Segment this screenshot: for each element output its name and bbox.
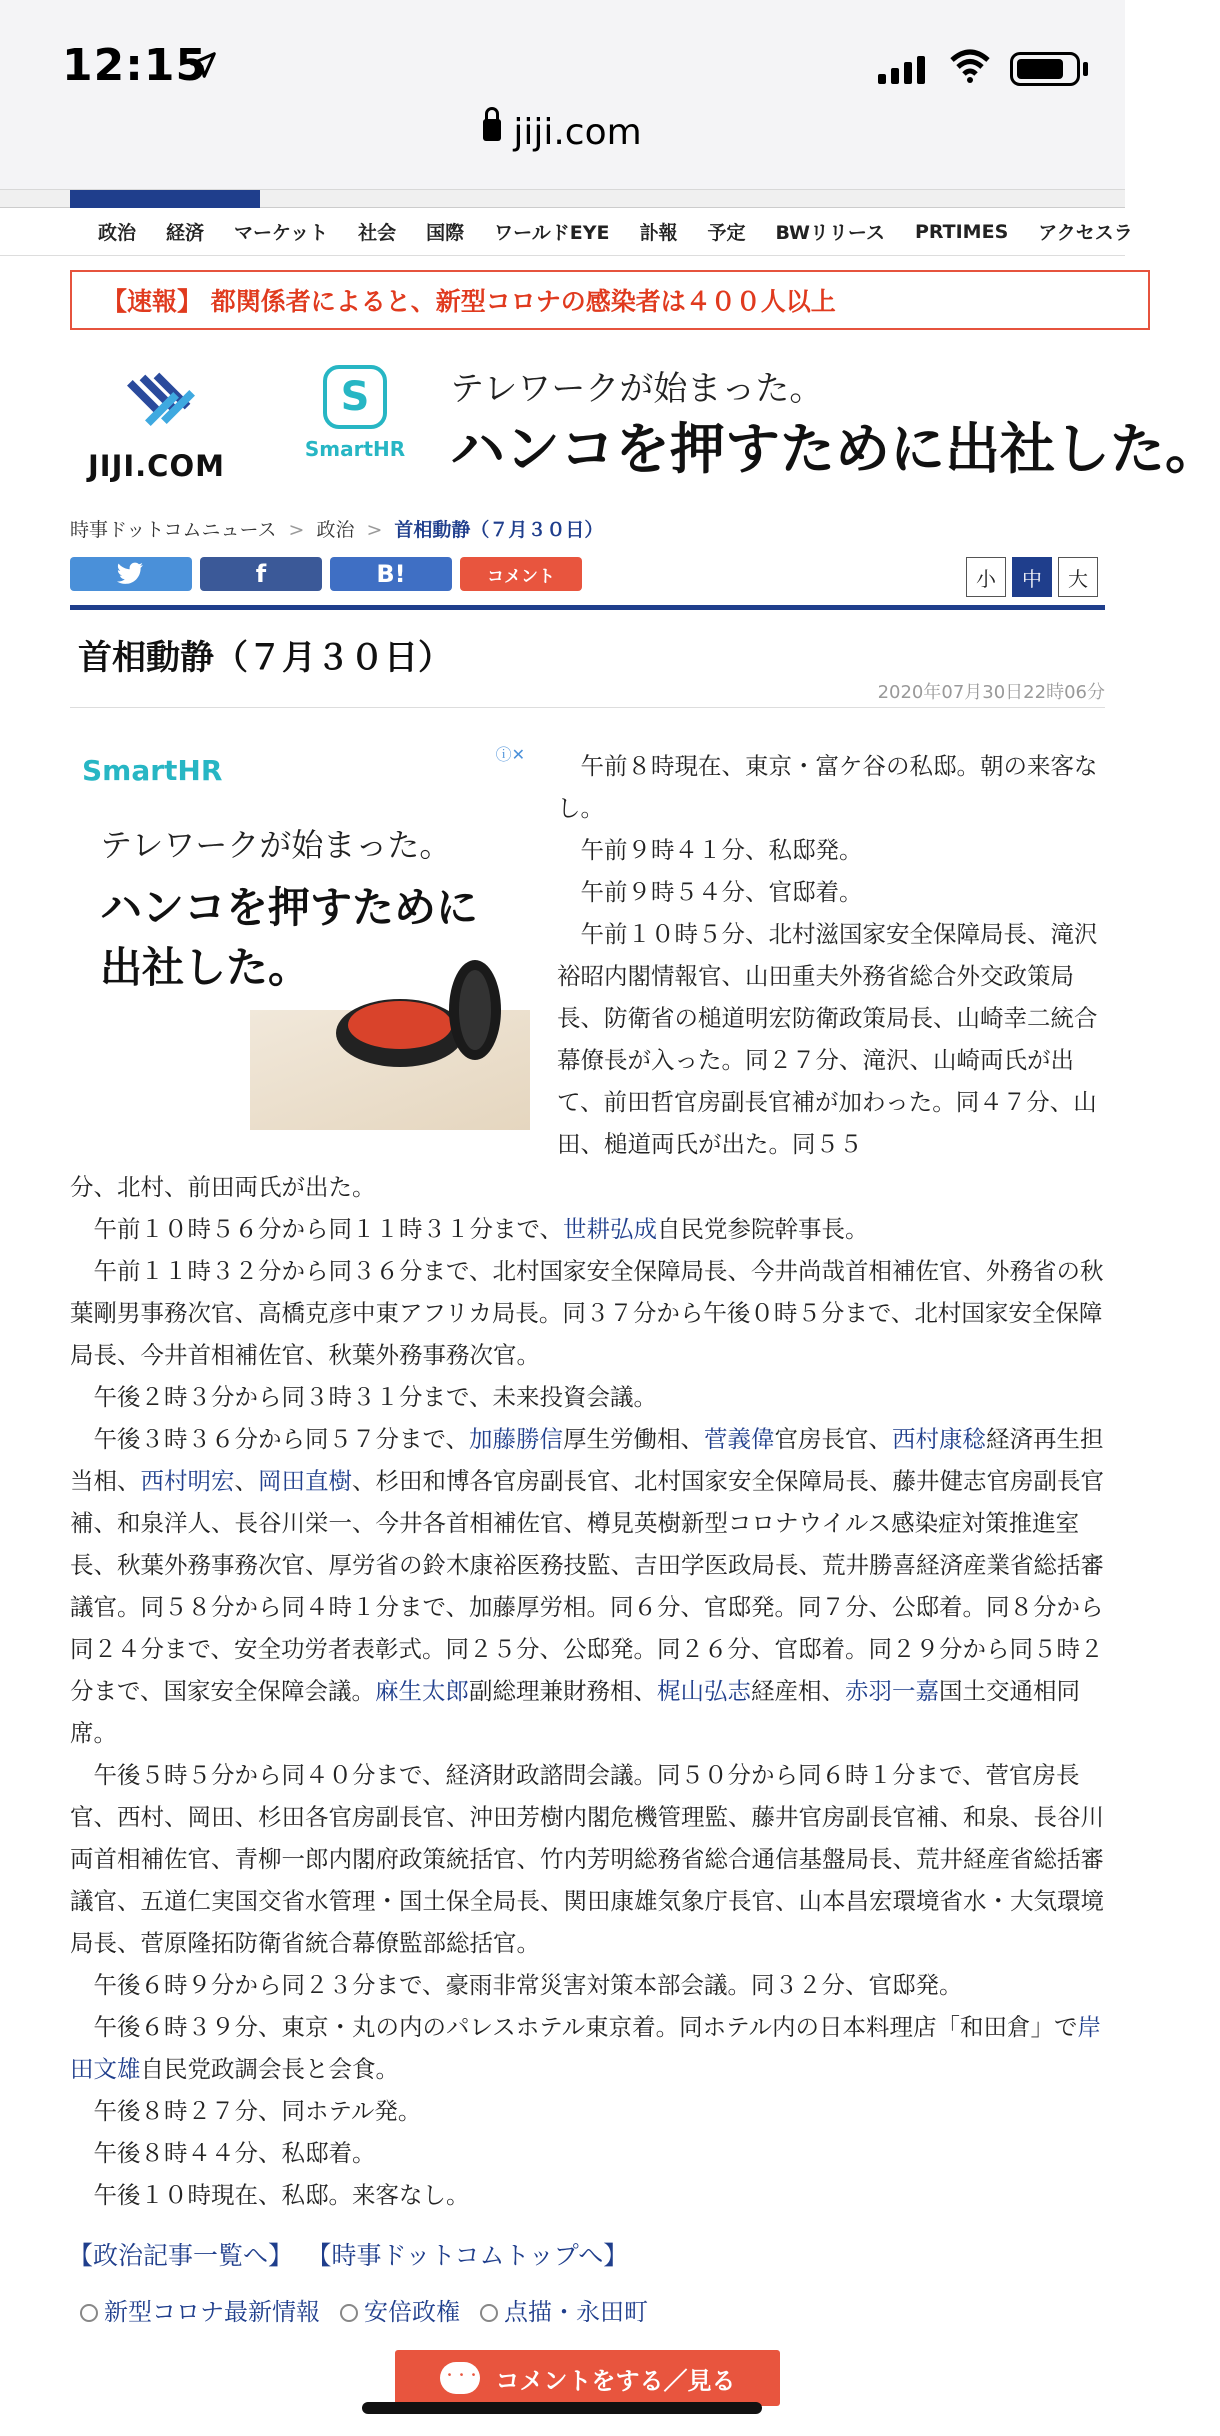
browser-chrome [0, 0, 1125, 190]
title-divider [70, 605, 1105, 610]
link-icon [76, 2300, 101, 2325]
battery-icon [1010, 52, 1080, 86]
ad-brand: SmartHR [82, 754, 223, 787]
article-paragraph-cont: 分、北村、前田両氏が出た。 [70, 1173, 376, 1201]
person-link[interactable]: 岡田直樹 [258, 1467, 352, 1495]
hatena-icon: B! [376, 560, 406, 588]
font-size-medium[interactable]: 中 [1012, 557, 1052, 597]
twitter-icon [117, 562, 145, 586]
person-link[interactable]: 麻生太郎 [375, 1677, 470, 1705]
article-paragraph: 午後８時４４分、私邸着。 [93, 2139, 376, 2167]
url-text: jiji.com [513, 112, 642, 153]
link-icon [476, 2300, 501, 2325]
article-paragraph: 午前９時５４分、官邸着。 [580, 878, 863, 906]
category-nav [0, 208, 1133, 256]
person-link[interactable]: 世耕弘成 [563, 1215, 658, 1243]
speech-bubble-icon [440, 2362, 480, 2394]
person-link[interactable]: 西村康稔 [892, 1425, 987, 1453]
politics-list-link[interactable]: 【政治記事一覧へ】 [68, 2241, 294, 2270]
location-arrow-icon [188, 50, 218, 80]
smarthr-icon: S [323, 365, 387, 429]
footer-links [68, 2236, 654, 2272]
breadcrumb-home[interactable]: 時事ドットコムニュース [70, 519, 277, 541]
nav-item[interactable]: BWリリース [775, 222, 885, 244]
wifi-icon [948, 48, 992, 84]
nav-item[interactable]: 政治 [98, 222, 137, 244]
hatena-bookmark-button[interactable] [330, 557, 452, 591]
jiji-top-link[interactable]: 【時事ドットコムトップへ】 [319, 2241, 629, 2270]
address-bar[interactable] [0, 112, 1125, 153]
banner-copy-line2: ハンコを押すために出社した。 [450, 416, 1220, 481]
nav-item[interactable]: アクセスラ [1038, 222, 1133, 244]
article-title: 首相動静（７月３０日） [78, 638, 452, 678]
nav-item[interactable]: PRTIMES [914, 220, 1009, 243]
facebook-icon: f [255, 560, 267, 588]
breadcrumb-section[interactable]: 政治 [316, 519, 355, 541]
person-link[interactable]: 岸田文雄 [70, 2013, 1101, 2083]
article-paragraph: 午前１０時５６分から同１１時３１分まで、世耕弘成自民党参院幹事長。 [93, 1215, 869, 1243]
article-body-wrapped [557, 745, 1112, 1165]
status-time: 12:15 [62, 40, 208, 91]
nav-item[interactable]: 社会 [358, 222, 397, 244]
ad-line2: ハンコを押すために [100, 883, 479, 932]
nav-item[interactable]: 訃報 [639, 222, 678, 244]
lock-icon [483, 119, 501, 141]
facebook-share-button[interactable] [200, 557, 322, 591]
article-paragraph: 午後５時５分から同４０分まで、経済財政諮問会議。同５０分から同６時１分まで、菅官房長官、西村、岡田、杉田各官房副長官、沖田芳樹内閣危機管理監、藤井官房副長官補、和泉、長谷川両首相補佐官、青柳一郎内閣府政策統括官、竹内芳明総務省総合通信基盤局長、荒井経産省総括審議官、五道仁実国交省水管理・国土保全局長、関田康雄気象庁長官、山本昌宏環境省水・大気環境局長、菅原隆拓防衛省統合幕僚監部総括官。 [70, 1761, 1104, 1957]
nav-item[interactable]: 予定 [707, 222, 746, 244]
article-paragraph: 午後１０時現在、私邸。来客なし。 [93, 2181, 470, 2209]
person-link[interactable]: 西村明宏 [140, 1467, 235, 1495]
hanko-stamp-icon [330, 955, 505, 1075]
ad-close-icon[interactable]: ⓘ✕ [495, 745, 525, 764]
font-size-large[interactable]: 大 [1058, 557, 1098, 597]
article-paragraph: 午前１０時５分、北村滋国家安全保障局長、滝沢裕昭内閣情報官、山田重夫外務省総合外交政策局長、防衛省の槌道明宏防衛政策局長、山崎幸二統合幕僚長が入った。同２７分、滝沢、山崎両氏が出て、前田哲官房副長官補が加わった。同４７分、山田、槌道両氏が出た。同５５ [557, 920, 1098, 1158]
font-size-switcher [966, 557, 1098, 597]
article-paragraph: 午前８時現在、東京・富ケ谷の私邸。朝の来客なし。 [557, 752, 1098, 822]
tag-link[interactable]: 点描・永田町 [480, 2292, 648, 2327]
nav-item[interactable]: 国際 [426, 222, 465, 244]
inline-ad[interactable] [70, 740, 525, 1125]
jiji-logo [88, 367, 248, 483]
nav-item[interactable]: マーケット [234, 222, 329, 244]
person-link[interactable]: 梶山弘志 [657, 1677, 752, 1705]
article-paragraph: 午後６時３９分、東京・丸の内のパレスホテル東京着。同ホテル内の日本料理店「和田倉」で岸田文雄自民党政調会長と会食。 [70, 2013, 1101, 2083]
link-icon [336, 2300, 361, 2325]
related-tags [80, 2292, 648, 2327]
article-paragraph: 午前９時４１分、私邸発。 [580, 836, 863, 864]
article-date: 2020年07月30日22時06分 [70, 678, 1105, 708]
font-size-small[interactable]: 小 [966, 557, 1006, 597]
signal-icon [878, 54, 925, 84]
tag-link[interactable]: 安倍政権 [340, 2292, 460, 2327]
person-link[interactable]: 赤羽一嘉 [845, 1677, 940, 1705]
jiji-logo-text: JIJI.COM [88, 449, 225, 483]
article-paragraph: 午後２時３分から同３時３１分まで、未来投資会議。 [93, 1383, 658, 1411]
banner-copy-line1: テレワークが始まった。 [450, 369, 824, 409]
smarthr-text: SmartHR [304, 437, 406, 461]
breaking-news[interactable]: 【速報】 都関係者によると、新型コロナの感染者は４００人以上 [70, 270, 1150, 330]
banner-ad[interactable] [70, 355, 1220, 485]
comment-label: コメント [487, 566, 555, 587]
person-link[interactable]: 加藤勝信 [469, 1425, 564, 1453]
ad-line1: テレワークが始まった。 [100, 826, 452, 864]
jiji-mark-icon [130, 367, 210, 435]
smarthr-logo [300, 365, 410, 475]
comment-share-button[interactable] [460, 557, 582, 591]
article-paragraph: 午後３時３６分から同５７分まで、加藤勝信厚生労働相、菅義偉官房長官、西村康稔経済再生担当相、西村明宏、岡田直樹、杉田和博各官房副長官、北村国家安全保障局長、藤井健志官房副長官補、和泉洋人、長谷川栄一、今井各首相補佐官、樽見英樹新型コロナウイルス感染症対策推進室長、秋葉外務事務次官、厚労省の鈴木康裕医務技監、吉田学医政局長、荒井勝喜経済産業省総括審議官。同５８分から同４時１分まで、加藤厚労相。同６分、官邸発。同７分、公邸着。同８分から同２４分まで、安全功労者表彰式。同２５分、公邸発。同２６分、官邸着。同２９分から同５時２分まで、国家安全保障会議。麻生太郎副総理兼財務相、梶山弘志経産相、赤羽一嘉国土交通相同席。 [70, 1425, 1104, 1747]
twitter-share-button[interactable] [70, 557, 192, 591]
top-nav [0, 190, 1125, 208]
person-link[interactable]: 菅義偉 [704, 1425, 775, 1453]
article-paragraph: 午後６時９分から同２３分まで、豪雨非常災害対策本部会議。同３２分、官邸発。 [93, 1971, 963, 1999]
breadcrumb-current[interactable]: 首相動静（７月３０日） [394, 519, 604, 541]
article-paragraph: 午前１１時３２分から同３６分まで、北村国家安全保障局長、今井尚哉首相補佐官、外務省の秋葉剛男事務次官、高橋克彦中東アフリカ局長。同３７分から午後０時５分まで、北村国家安全保障局長、今井首相補佐官、秋葉外務事務次官。 [70, 1257, 1104, 1369]
nav-item[interactable]: ワールドEYE [494, 222, 610, 244]
top-nav-active-tab[interactable] [70, 190, 260, 208]
battery-tip [1083, 62, 1088, 76]
comment-button[interactable] [395, 2350, 780, 2406]
comment-button-label: コメントをする／見る [495, 2366, 736, 2395]
article-paragraph: 午後８時２７分、同ホテル発。 [93, 2097, 422, 2125]
nav-item[interactable]: 経済 [166, 222, 205, 244]
breadcrumb: 時事ドットコムニュース > 政治 > 首相動静（７月３０日） [70, 519, 604, 541]
tag-link[interactable]: 新型コロナ最新情報 [80, 2292, 320, 2327]
ad-line3: 出社した。 [100, 943, 311, 992]
article-body [70, 1166, 1115, 2216]
home-indicator[interactable] [362, 2402, 762, 2414]
share-bar [70, 557, 582, 591]
